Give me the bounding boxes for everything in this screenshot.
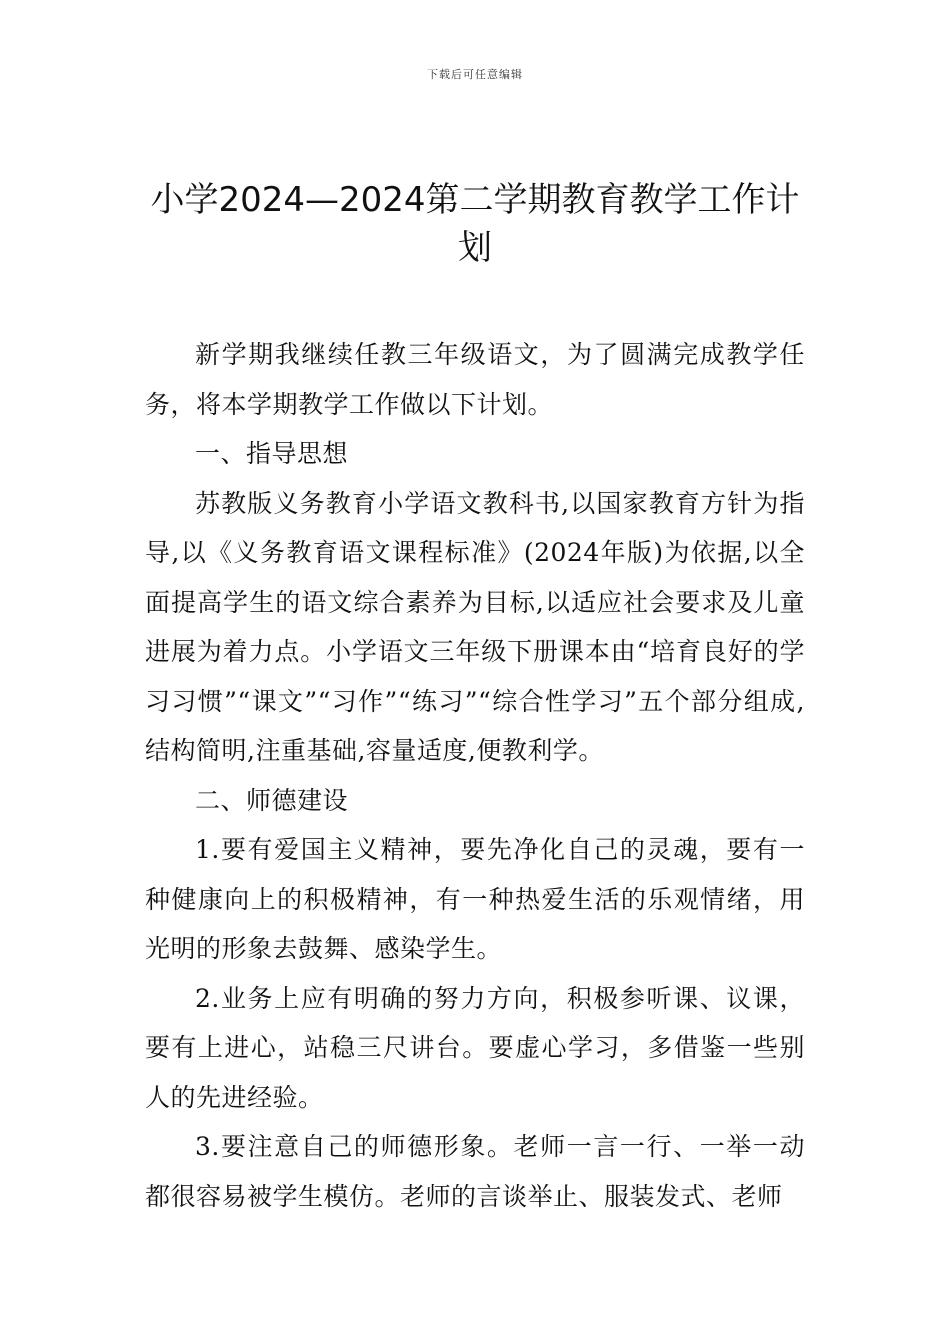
guiding-ideas-paragraph: 苏教版义务教育小学语文教科书,以国家教育方针为指导,以《义务教育语文课程标准》(2024年版)为依据,以全面提高学生的语文综合素养为目标,以适应社会要求及儿童进展为着力点。小学语文三年级下册课本由“培育良好的学习习惯”“课文”“习作”“练习”“综合性学习”五个部分组成,结构简明,注重基础,容量适度,便教利学。 [145, 488, 805, 765]
intro-paragraph: 新学期我继续任教三年级语文，为了圆满完成教学任务，将本学期教学工作做以下计划。 [145, 340, 805, 419]
ethics-item-1: 1.要有爱国主义精神，要先净化自己的灵魂，要有一种健康向上的积极精神，有一种热爱生活的乐观情绪，用光明的形象去鼓舞、感染学生。 [145, 835, 805, 963]
document-title: 小学2024—2024第二学期教育教学工作计划 [150, 180, 800, 268]
section-heading-guiding-ideas: 一、指导思想 [195, 439, 349, 468]
ethics-item-3: 3.要注意自己的师德形象。老师一言一行、一举一动都很容易被学生模仿。老师的言谈举止、服装发式、老师 [145, 1132, 805, 1211]
ethics-item-2: 2.业务上应有明确的努力方向，积极参听课、议课，要有上进心，站稳三尺讲台。要虚心学习，多借鉴一些别人的先进经验。 [145, 983, 805, 1112]
section-heading-teacher-ethics: 二、师德建设 [195, 785, 349, 815]
header-note: 下载后可任意编辑 [427, 68, 523, 81]
document-body [145, 330, 805, 1221]
